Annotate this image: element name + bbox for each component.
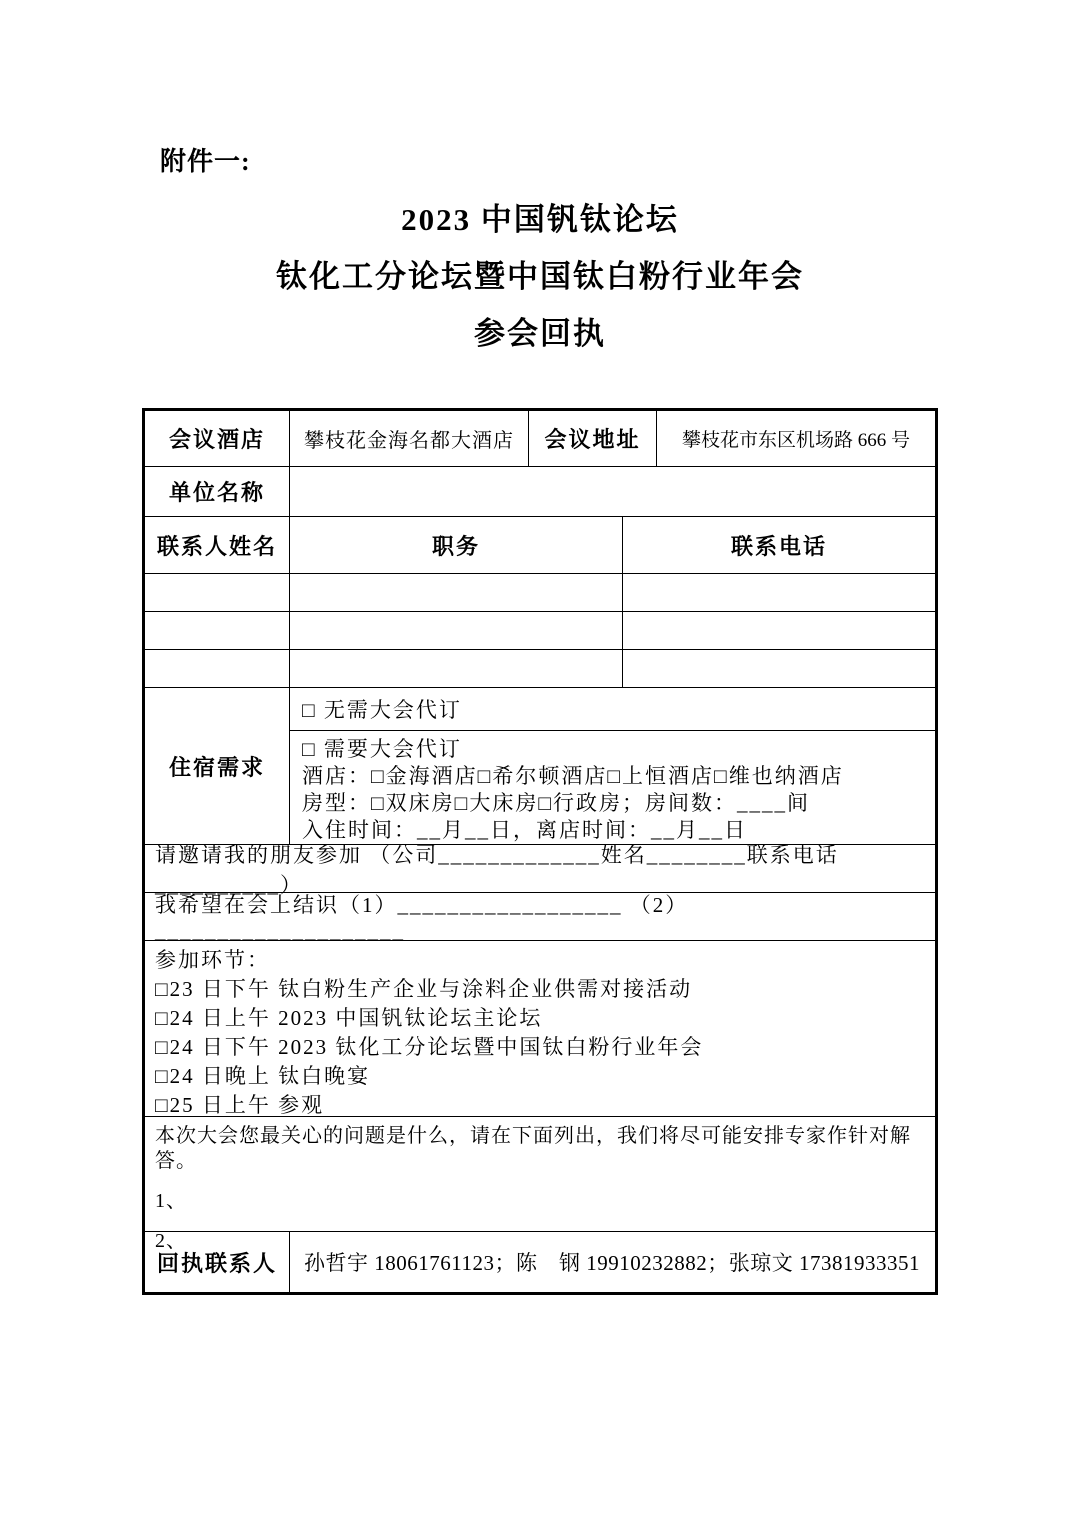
venue-row <box>145 411 935 467</box>
contact-name-cell <box>145 650 290 687</box>
title-line-1: 2023 中国钒钛论坛 <box>401 202 679 237</box>
title-line-3: 参会回执 <box>474 316 606 351</box>
question-1: 1、 <box>155 1190 187 1212</box>
meet-wish-row: 我希望在会上结识（1）__________________ （2）____________________ <box>145 893 935 941</box>
contact-name-cell <box>145 612 290 649</box>
contact-entry-row-3 <box>145 650 935 688</box>
checkin-time-line: 入住时间：__月__日，离店时间：__月__日 <box>302 818 747 842</box>
duty-cell <box>290 612 623 649</box>
accommodation-row <box>145 688 935 845</box>
reply-contact-value: 孙哲宇 18061761123；陈 钢 19910232882；张琼文 17381933351 <box>304 1251 920 1275</box>
phone-cell <box>623 650 935 687</box>
session-item: □25 日上午 参观 <box>155 1093 325 1117</box>
attachment-label: 附件一: <box>160 147 251 176</box>
session-item: □24 日下午 2023 钛化工分论坛暨中国钛白粉行业年会 <box>155 1035 704 1059</box>
room-type-line: 房型：□双床房□大床房□行政房；房间数：____间 <box>302 791 811 815</box>
no-booking-option: □ 无需大会代订 <box>290 688 935 731</box>
reply-contact-row <box>145 1232 935 1292</box>
questions-row <box>145 1117 935 1252</box>
need-booking-option: □ 需要大会代订 <box>302 737 462 761</box>
title-line-2: 钛化工分论坛暨中国钛白粉行业年会 <box>276 259 804 294</box>
duty-cell <box>290 574 623 611</box>
need-booking-block <box>290 731 935 844</box>
session-item: □23 日下午 钛白粉生产企业与涂料企业供需对接活动 <box>155 977 693 1001</box>
contact-name-cell <box>145 574 290 611</box>
question-2: 2、 <box>155 1230 187 1252</box>
contact-name-header: 联系人姓名 <box>145 517 290 573</box>
address-value: 攀枝花市东区机场路 666 号 <box>681 430 910 451</box>
phone-header: 联系电话 <box>730 533 827 559</box>
accommodation-label: 住宿需求 <box>145 688 290 844</box>
phone-cell <box>623 612 935 649</box>
invite-friends-row: 请邀请我的朋友参加 （公司_____________姓名________联系电话__________） <box>145 845 935 893</box>
organization-row <box>145 467 935 517</box>
organization-value <box>290 467 935 516</box>
contact-entry-row-1 <box>145 574 935 612</box>
reply-contact-label: 回执联系人 <box>145 1232 290 1292</box>
accommodation-options <box>290 688 935 844</box>
registration-form-table <box>142 408 938 1295</box>
session-item: □24 日晚上 钛白晚宴 <box>155 1064 371 1088</box>
hotel-options-line: 酒店：□金海酒店□希尔顿酒店□上恒酒店□维也纳酒店 <box>302 764 844 788</box>
questions-prompt: 本次大会您最关心的问题是什么，请在下面列出，我们将尽可能安排专家作针对解答。 <box>155 1125 911 1172</box>
organization-label: 单位名称 <box>145 467 290 516</box>
contact-entry-row-2 <box>145 612 935 650</box>
address-label: 会议地址 <box>529 411 657 466</box>
phone-cell <box>623 574 935 611</box>
duty-cell <box>290 650 623 687</box>
contacts-header-row <box>145 517 935 574</box>
sessions-header: 参加环节： <box>155 948 270 972</box>
session-item: □24 日上午 2023 中国钒钛论坛主论坛 <box>155 1006 543 1030</box>
document-title <box>0 191 1080 362</box>
sessions-row <box>145 941 935 1117</box>
duty-header: 职务 <box>290 517 623 573</box>
hotel-value: 攀枝花金海名都大酒店 <box>290 411 529 466</box>
hotel-label: 会议酒店 <box>145 411 290 466</box>
